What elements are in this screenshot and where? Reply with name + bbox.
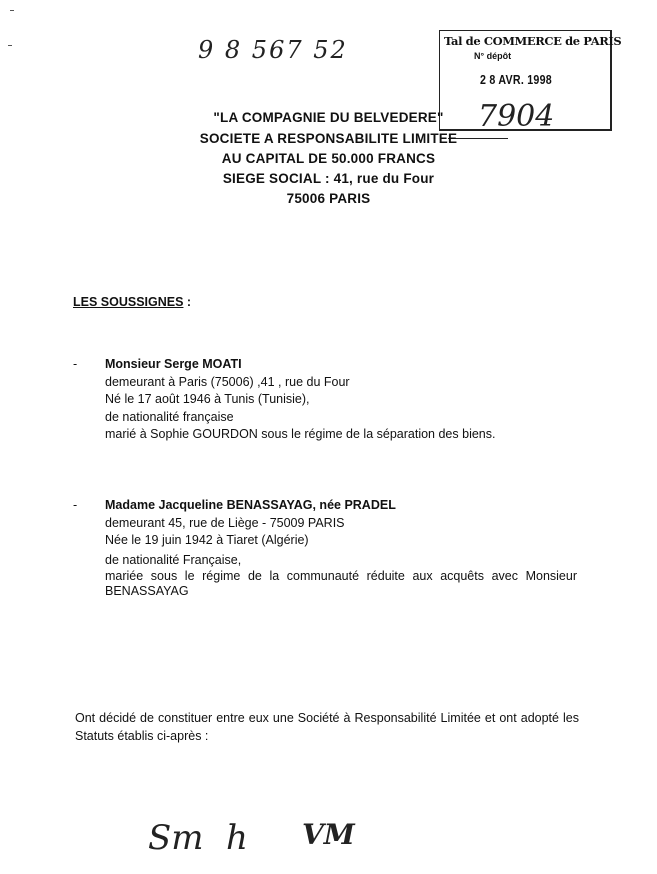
section-title-colon: : [183,295,192,309]
section-title [73,295,191,309]
stamp-deposit-label: N° dépôt [474,51,512,61]
stamp-court: Tal de COMMERCE de PARIS [444,34,622,48]
list-dash: - [73,498,78,512]
company-form: SOCIETE A RESPONSABILITE LIMITEE [199,131,458,146]
person-marital: marié à Sophie GOURDON sous le régime de la séparation des biens. [105,427,496,441]
company-capital: AU CAPITAL DE 50.000 FRANCS [221,151,436,166]
company-headquarters: SIEGE SOCIAL : 41, rue du Four [222,171,435,186]
margin-mark [10,10,14,11]
stamp-date: 2 8 AVR. 1998 [480,72,552,87]
handwritten-filing-number: 9 8 567 52 [198,36,348,64]
constitution-paragraph: Ont décidé de constituer entre eux une Société à Responsabilité Limitée et ont adopté les Statuts établis ci-après : [75,711,579,743]
person-moati [105,356,585,444]
person-nationality: de nationalité française [105,409,234,424]
person-name: Monsieur Serge MOATI [105,357,242,371]
company-name: "LA COMPAGNIE DU BELVEDERE" [213,110,444,125]
person-birth: Née le 19 juin 1942 à Tiaret (Algérie) [105,533,309,547]
person-marital: mariée sous le régime de la communauté réduite aux acquêts avec Monsieur BENASSAYAG [105,569,577,598]
initials-signature: VM [302,818,355,851]
person-name: Madame Jacqueline BENASSAYAG, née PRADEL [105,498,396,512]
person-benassayag [105,497,585,599]
margin-mark [8,45,12,46]
person-nationality: de nationalité Française, [105,552,242,567]
stamp-deposit-number: 7904 [478,99,555,134]
list-dash: - [73,357,78,371]
company-city: 75006 PARIS [286,191,371,206]
person-address: demeurant à Paris (75006) ,41 , rue du Four [105,374,350,389]
initials-signature: Sm [148,818,204,858]
initials-signature: h [226,818,248,858]
section-title-text: LES SOUSSIGNES [73,295,184,309]
person-birth: Né le 17 août 1946 à Tunis (Tunisie), [105,392,310,406]
person-address: demeurant 45, rue de Liège - 75009 PARIS [105,515,345,530]
